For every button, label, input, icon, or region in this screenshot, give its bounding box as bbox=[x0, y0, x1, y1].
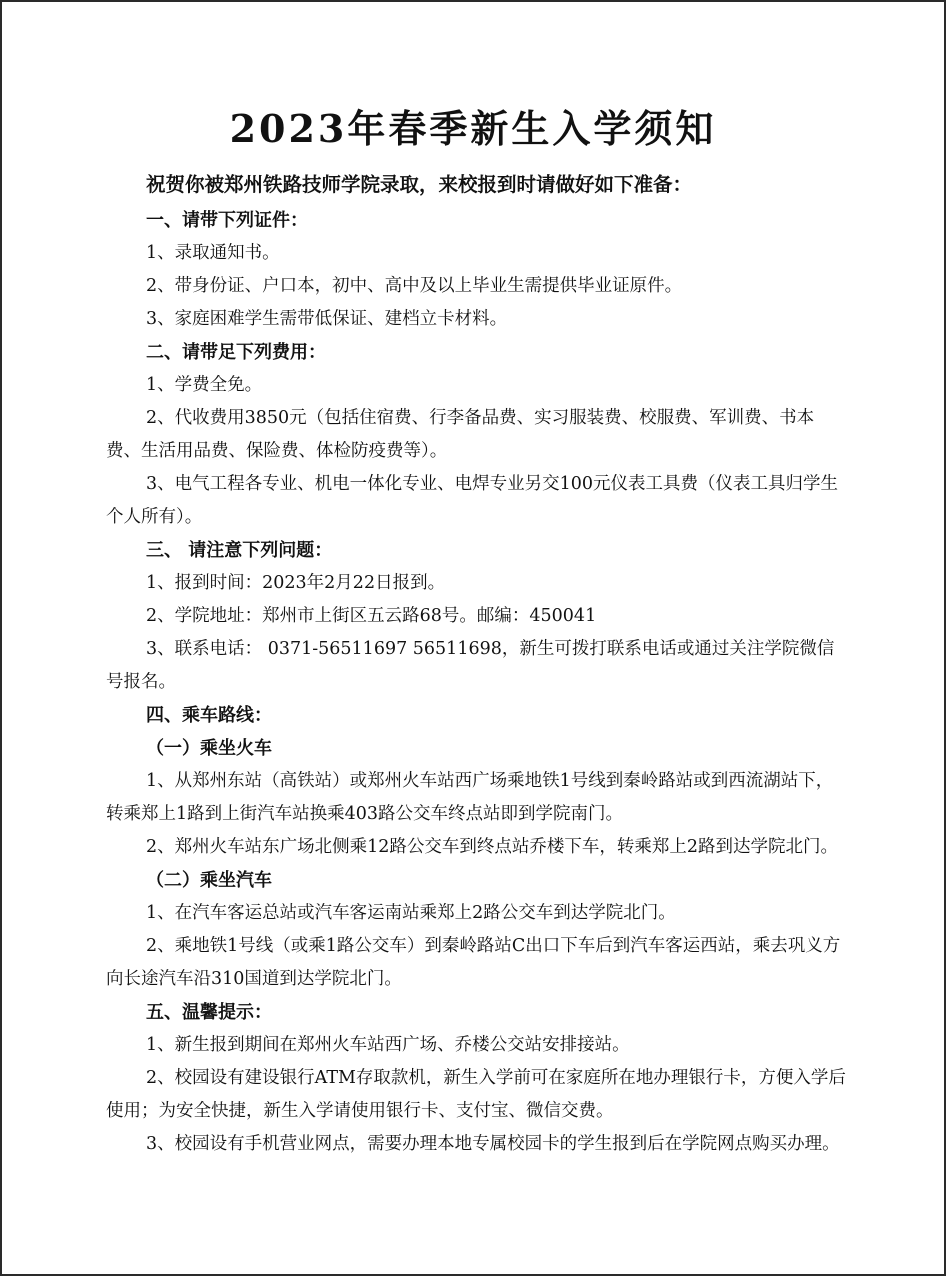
section-heading-routes: 四、乘车路线： bbox=[146, 705, 272, 726]
list-item: 1、录取通知书。 bbox=[146, 243, 280, 263]
subsection-title-bus: （二）乘坐汽车 bbox=[146, 870, 272, 891]
list-item: 1、学费全免。 bbox=[146, 375, 263, 395]
section-heading-notes: 三、 请注意下列问题： bbox=[146, 540, 333, 561]
section-heading-documents: 一、请带下列证件： bbox=[146, 210, 308, 231]
list-item: 2、乘地铁1号线（或乘1路公交车）到秦岭路站C出口下车后到汽车客运西站，乘去巩义方向长途汽车沿310国道到达学院北门。 bbox=[106, 936, 841, 989]
list-item: 3、校园设有手机营业网点，需要办理本地专属校园卡的学生报到后在学院网点购买办理。 bbox=[146, 1134, 840, 1154]
subsection-title-train: （一）乘坐火车 bbox=[146, 738, 272, 759]
list-item: 2、代收费用3850元（包括住宿费、行李备品费、实习服装费、校服费、军训费、书本费、生活用品费、保险费、体检防疫费等）。 bbox=[106, 408, 815, 461]
list-item: 2、校园设有建设银行ATM存取款机，新生入学前可在家庭所在地办理银行卡，方便入学后使用；为安全快捷，新生入学请使用银行卡、支付宝、微信交费。 bbox=[106, 1068, 846, 1121]
list-item: 2、郑州火车站东广场北侧乘12路公交车到终点站乔楼下车，转乘郑上2路到达学院北门。 bbox=[146, 837, 839, 857]
intro-text: 祝贺你被郑州铁路技师学院录取，来校报到时请做好如下准备： bbox=[146, 173, 693, 196]
list-item: 1、报到时间：2023年2月22日报到。 bbox=[146, 573, 446, 593]
list-item: 1、新生报到期间在郑州火车站西广场、乔楼公交站安排接站。 bbox=[146, 1035, 630, 1055]
page-title: 2023年春季新生入学须知 bbox=[229, 106, 717, 151]
section-heading-fees: 二、请带足下列费用： bbox=[146, 342, 326, 363]
notice-content bbox=[106, 168, 848, 1161]
list-item: 2、学院地址：郑州市上街区五云路68号。邮编：450041 bbox=[146, 606, 597, 626]
list-item: 2、带身份证、户口本，初中、高中及以上毕业生需提供毕业证原件。 bbox=[146, 276, 683, 296]
list-item: 3、联系电话： 0371-56511697 56511698，新生可拨打联系电话或通过关注学院微信号报名。 bbox=[106, 639, 835, 692]
list-item: 1、从郑州东站（高铁站）或郑州火车站西广场乘地铁1号线到秦岭路站或到西流湖站下，转乘郑上1路到上街汽车站换乘403路公交车终点站即到学院南门。 bbox=[106, 771, 834, 824]
list-item: 3、电气工程各专业、机电一体化专业、电焊专业另交100元仪表工具费（仪表工具归学生个人所有）。 bbox=[106, 474, 839, 527]
list-item: 1、在汽车客运总站或汽车客运南站乘郑上2路公交车到达学院北门。 bbox=[146, 903, 676, 923]
section-heading-tips: 五、温馨提示： bbox=[146, 1002, 272, 1023]
list-item: 3、家庭困难学生需带低保证、建档立卡材料。 bbox=[146, 309, 508, 329]
